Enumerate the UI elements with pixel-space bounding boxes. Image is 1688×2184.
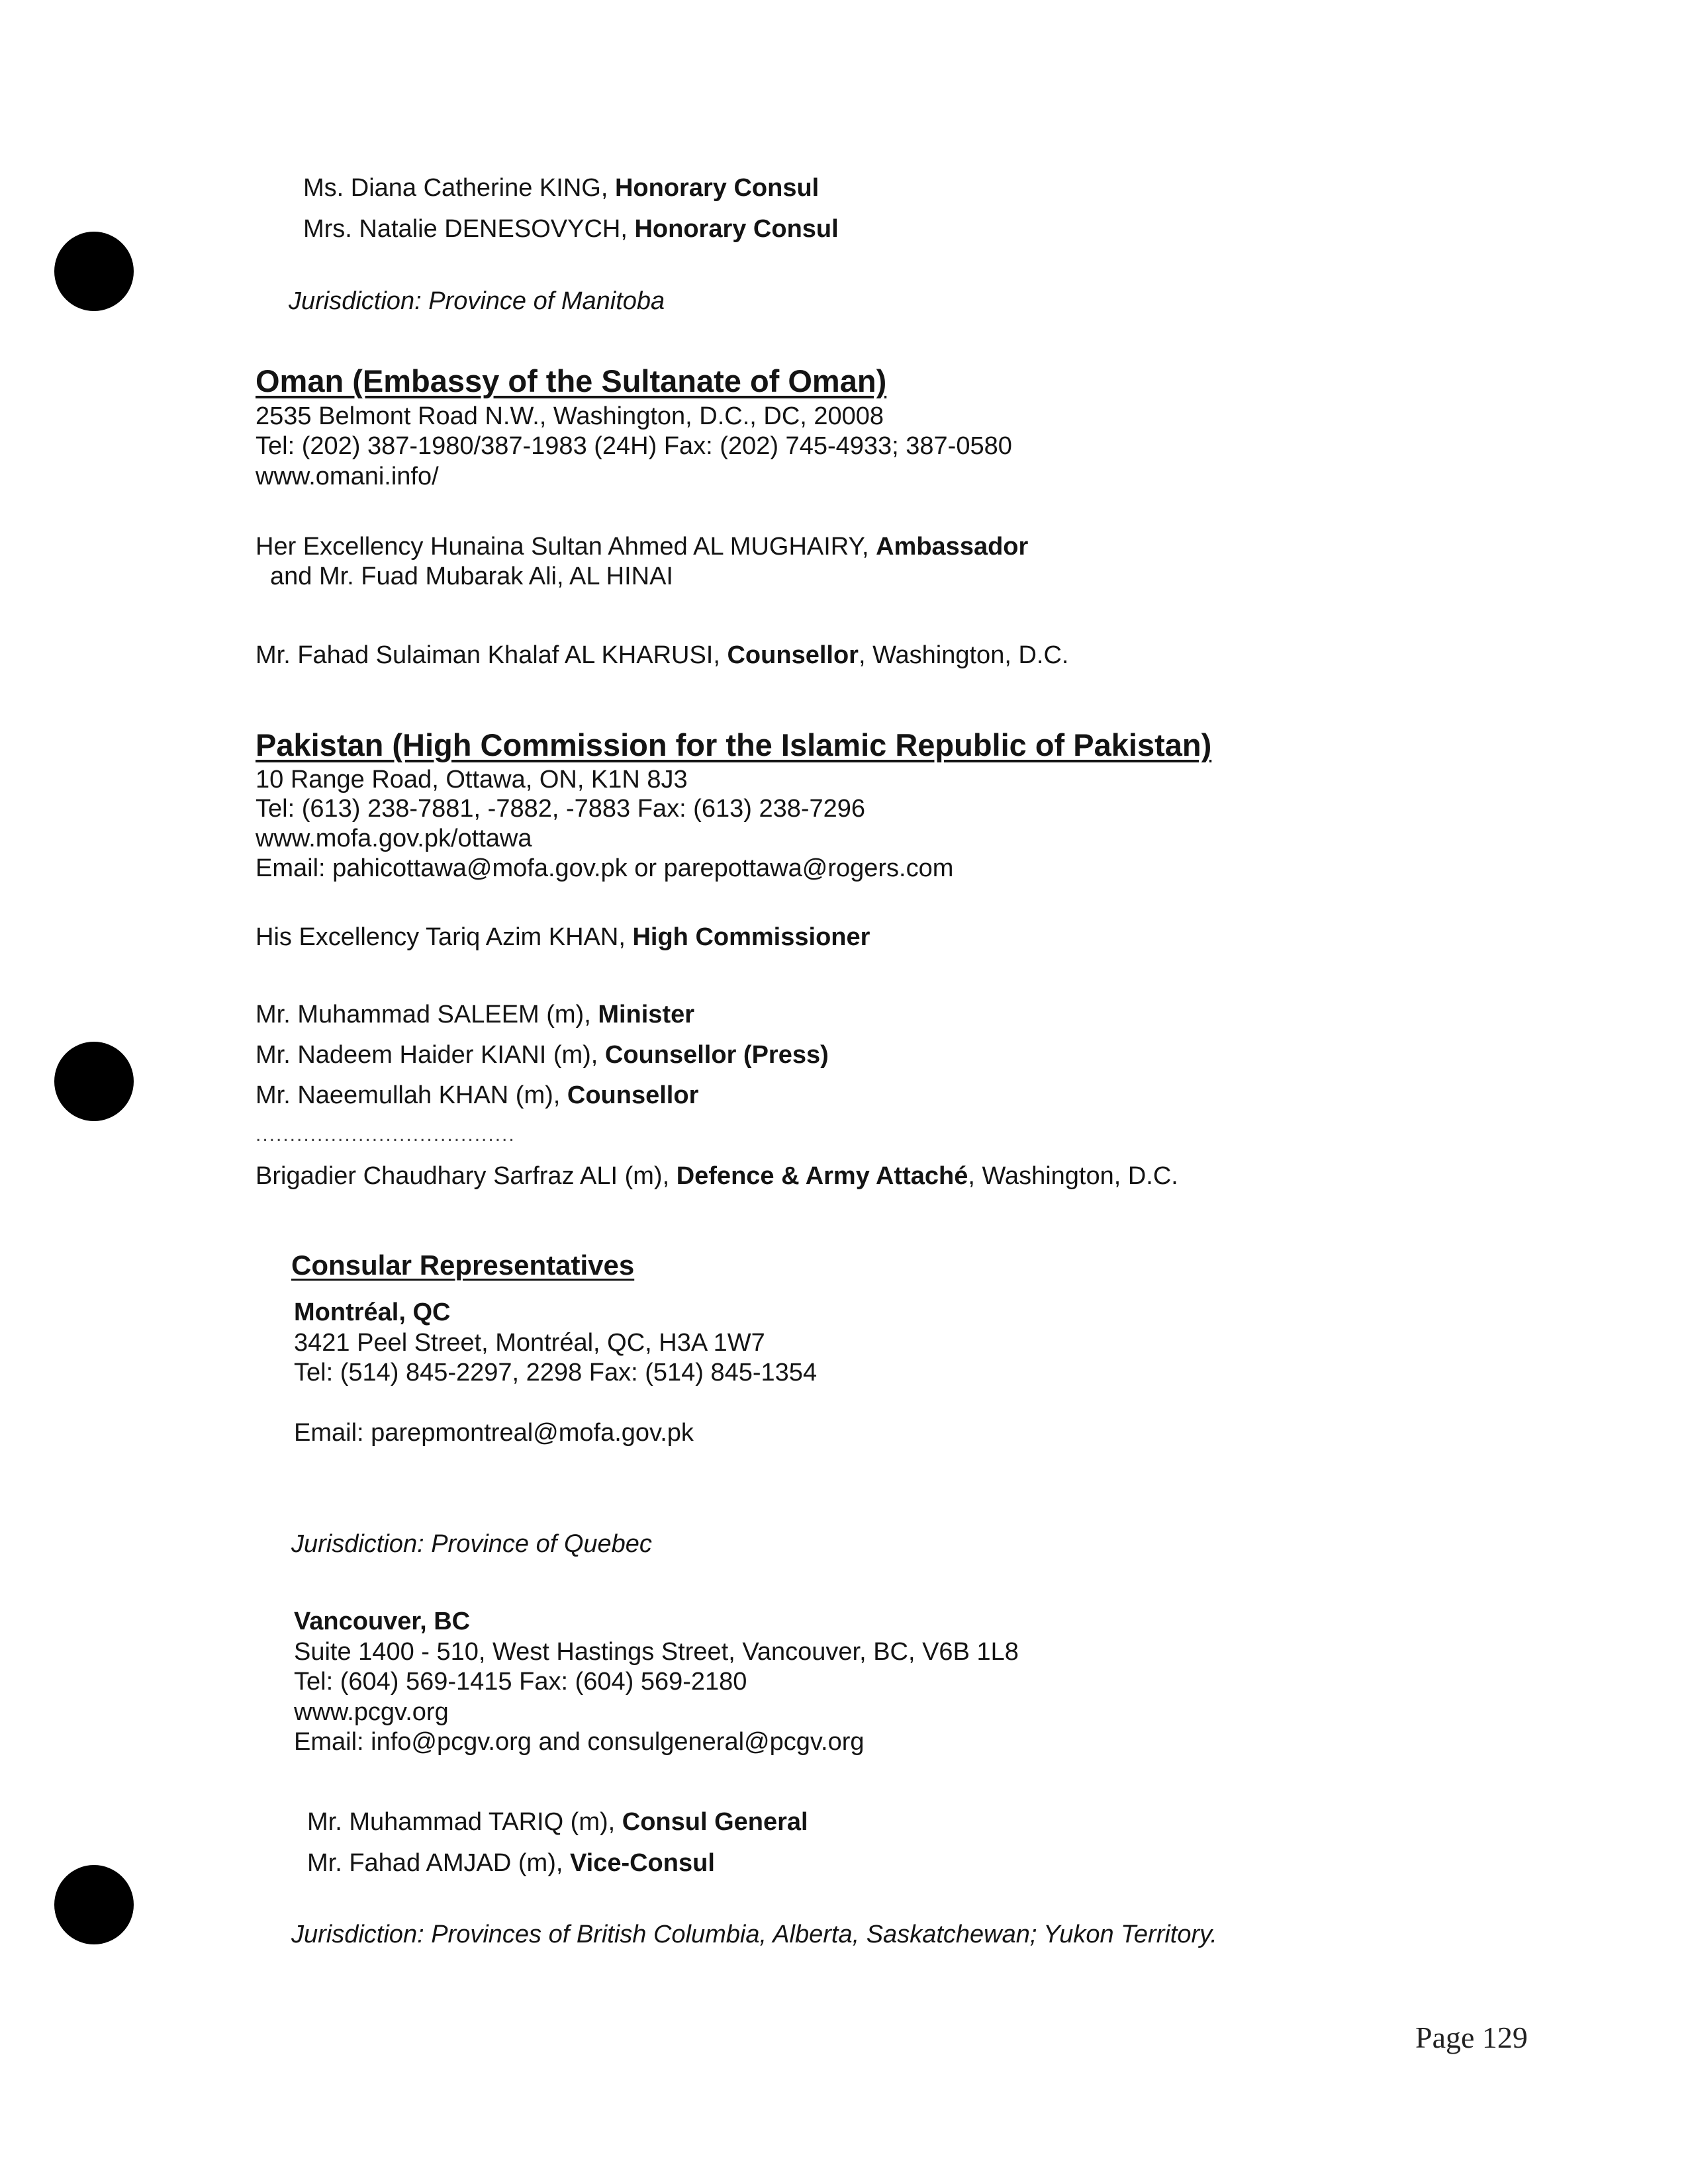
oman-web: www.omani.info/ — [256, 463, 439, 490]
pakistan-staff-1 — [256, 999, 694, 1030]
person-name: Mrs. Natalie DENESOVYCH, — [303, 215, 635, 243]
vancouver-email: Email: info@pcgv.org and consulgeneral@pcgv.org — [294, 1728, 865, 1756]
person-title: Ambassador — [876, 533, 1029, 561]
manitoba-jurisdiction: Jurisdiction: Province of Manitoba — [289, 287, 665, 315]
oman-tel: Tel: (202) 387-1980/387-1983 (24H) Fax: (202) 745-4933; 387-0580 — [256, 432, 1012, 460]
montreal-address: 3421 Peel Street, Montréal, QC, H3A 1W7 — [294, 1329, 765, 1357]
pakistan-attache — [256, 1161, 1178, 1191]
person-title: High Commissioner — [632, 923, 870, 951]
person-name: Mr. Fahad Sulaiman Khalaf AL KHARUSI, — [256, 641, 727, 669]
person-name: Mr. Muhammad SALEEM (m), — [256, 1001, 598, 1028]
oman-spouse: and Mr. Fuad Mubarak Ali, AL HINAI — [270, 563, 673, 590]
pakistan-web: www.mofa.gov.pk/ottawa — [256, 825, 532, 852]
oman-counsellor — [256, 640, 1068, 670]
person-title: Consul General — [622, 1808, 808, 1836]
person-title: Counsellor (Press) — [604, 1041, 829, 1069]
person-name: Mr. Nadeem Haider KIANI (m), — [256, 1041, 605, 1069]
person-title: Defence & Army Attaché — [676, 1162, 968, 1190]
pakistan-staff-2 — [256, 1040, 829, 1070]
person-name: Mr. Naeemullah KHAN (m), — [256, 1081, 567, 1109]
vancouver-address: Suite 1400 - 510, West Hastings Street, Vancouver, BC, V6B 1L8 — [294, 1638, 1019, 1666]
person-title: Honorary Consul — [614, 174, 820, 202]
person-title: Minister — [598, 1001, 695, 1028]
montreal-city: Montréal, QC — [294, 1298, 451, 1326]
manitoba-consul-2 — [303, 214, 839, 244]
pakistan-high-commissioner — [256, 922, 870, 952]
person-name: Her Excellency Hunaina Sultan Ahmed AL MUGHAIRY, — [256, 533, 876, 561]
person-name: Ms. Diana Catherine KING, — [303, 174, 615, 202]
person-title: Counsellor — [567, 1081, 699, 1109]
punch-hole-bottom — [54, 1865, 134, 1944]
oman-heading: Oman (Embassy of the Sultanate of Oman) — [256, 363, 887, 398]
person-title: Counsellor — [727, 641, 859, 669]
montreal-jurisdiction: Jurisdiction: Province of Quebec — [291, 1530, 652, 1558]
person-name: Brigadier Chaudhary Sarfraz ALI (m), — [256, 1162, 677, 1190]
pakistan-address: 10 Range Road, Ottawa, ON, K1N 8J3 — [256, 766, 688, 794]
pakistan-heading: Pakistan (High Commission for the Islamic Republic of Pakistan) — [256, 727, 1212, 762]
oman-address: 2535 Belmont Road N.W., Washington, D.C., DC, 20008 — [256, 402, 884, 430]
person-name: His Excellency Tariq Azim KHAN, — [256, 923, 633, 951]
person-name: Mr. Fahad AMJAD (m), — [307, 1849, 570, 1877]
manitoba-consul-1 — [303, 173, 819, 203]
vancouver-city: Vancouver, BC — [294, 1608, 471, 1635]
pakistan-email: Email: pahicottawa@mofa.gov.pk or parepottawa@rogers.com — [256, 854, 954, 882]
montreal-email: Email: parepmontreal@mofa.gov.pk — [294, 1419, 694, 1447]
vancouver-jurisdiction: Jurisdiction: Provinces of British Columbia, Alberta, Saskatchewan; Yukon Territory. — [291, 1921, 1217, 1948]
pakistan-staff-3 — [256, 1080, 698, 1111]
person-location: , Washington, D.C. — [968, 1162, 1178, 1190]
vancouver-staff-1 — [307, 1807, 808, 1837]
person-name: Mr. Muhammad TARIQ (m), — [307, 1808, 622, 1836]
oman-ambassador — [256, 531, 1028, 562]
vancouver-tel: Tel: (604) 569-1415 Fax: (604) 569-2180 — [294, 1668, 747, 1696]
vancouver-staff-2 — [307, 1848, 715, 1878]
punch-hole-middle — [54, 1042, 134, 1121]
pakistan-tel: Tel: (613) 238-7881, -7882, -7883 Fax: (613) 238-7296 — [256, 795, 866, 823]
person-title: Honorary Consul — [634, 215, 839, 243]
punch-hole-top — [54, 232, 134, 311]
separator-dots: ...................................... — [256, 1124, 516, 1146]
person-location: , Washington, D.C. — [858, 641, 1069, 669]
consular-heading: Consular Representatives — [291, 1250, 635, 1281]
vancouver-web: www.pcgv.org — [294, 1698, 449, 1726]
montreal-tel: Tel: (514) 845-2297, 2298 Fax: (514) 845-1354 — [294, 1359, 818, 1387]
page-number: Page 129 — [1415, 2021, 1528, 2054]
person-title: Vice-Consul — [569, 1849, 715, 1877]
